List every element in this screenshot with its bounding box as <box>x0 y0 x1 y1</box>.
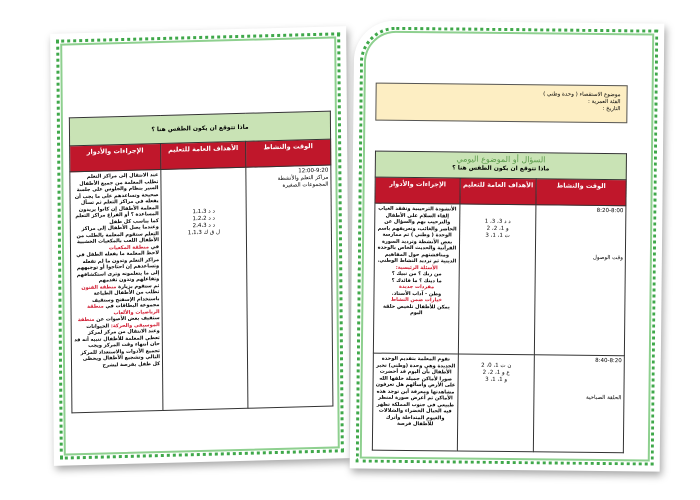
header-procedures: الإجراءات والأدوار <box>70 144 161 172</box>
time-cell <box>246 165 333 408</box>
vocab-text: وطن - آداب الأستاذ. <box>391 290 442 297</box>
procedure-text: وعندما يصل الأطفال إلى مراكز التعلم ستقوم المعلمة بالطلب من الأطفال اللعب بالمكعبات الخشبية في <box>76 224 160 250</box>
goal-code: د د 3، 3، 1 <box>484 218 511 226</box>
question-item: من ربك ؟ من نبيك ؟ <box>391 270 442 278</box>
goal-code: و 1، 1، 3 <box>485 377 508 384</box>
question-row <box>375 151 626 180</box>
time-range: 12:00-9:20 <box>298 167 329 175</box>
lesson-table <box>372 151 627 454</box>
info-box <box>375 83 627 124</box>
goals-cell <box>161 167 248 410</box>
procedure-text: عند الانتقال إلى مراكز التعلم تطلب المعلمة من جميع الأطفال السير بنظام والجلوس على جلسة صحيحة وتساعدهم على ما يجب أن يفعله في مراكز التعلم ثم تسأل المعلمة الأطفال إن كانوا يريدون المساعدة ؟ أو الفراغ مراكز التعلم كما يناسب كل طفل <box>74 172 159 225</box>
header-time: الوقت والنشاط <box>246 139 331 167</box>
procedure-text: الأنشودة الترحيبية وتفقد الغياب إلقاء السلام على الأطفال والترحيب بهم والسؤال عن الحاضر والغائب، وتعريفهم باسم الوحدة ( وطني ) ثم ممارسة بعض الأنشطة وترديد السورة القرآنية والحديث الخاص بالوحدة ومناقشتهم حول المفاهيم الدينية ثم ترديد النشاط الوطني. <box>377 205 457 265</box>
document-page-right <box>350 20 665 471</box>
goal-code: د د 2،4،3 <box>192 222 216 230</box>
date-label: التاريخ : <box>602 106 621 113</box>
header-time: الوقت والنشاط <box>536 179 626 206</box>
procedures-cell <box>70 170 163 413</box>
activity-name: الحلقة الصباحية <box>586 394 622 402</box>
goal-code: ل ق ك 1،1،3 <box>187 229 220 237</box>
age-label: الفئة العمرية : <box>587 98 621 106</box>
goal-code: ت 1، 1، 3 <box>485 233 510 240</box>
goals-cell <box>458 204 536 355</box>
procedure-text: ثم ستقوم بزيارة <box>118 282 160 290</box>
header-goals: الأهداف العامة للتعليم <box>161 141 246 169</box>
procedure-text: يمكن للأطفال تلخيص حلقة اليوم <box>382 303 450 317</box>
highlight-text: الأسئلة الرئيسية: <box>395 264 438 271</box>
procedure-text: الحيوانات وعند الانتقال من مركز لمركز تعطي المعلمة للأطفال تنبيه أنه قد حان انتهاء وقت المركز ويجب تجميع الأدوات والاستعداد للمركز التالي وتشجيع الأطفال ويحظى كل طفل بفرصة ليشرح <box>74 322 161 369</box>
procedure-text: ستقيف بعض الأصوات عن <box>96 315 160 323</box>
time-range: 8:40-8:20 <box>595 357 622 365</box>
highlight-text: مفردات جديدة <box>399 283 435 291</box>
goal-code: د د 1،1،3 <box>192 208 215 216</box>
daily-question: ماذا تتوقع ان يكون الطقس هنا ؟ <box>151 123 249 133</box>
highlight-text: خيارات ضمن النشاط <box>390 296 443 304</box>
procedure-text: لاحظ المعلمة ما يفعله الطفل في مراكز التعلم وتدون ما لم تفعله وتساعدهم إن احتاجوا أو توجيههم إلى ما يتعلمونه وترى استكشافهم وتفاعلهم وتدون تقدمهم <box>76 250 160 284</box>
header-procedures: الإجراءات والأدوار <box>375 177 460 204</box>
activity-name: وقت الوصول <box>592 255 623 262</box>
header-goals: الأهداف العامة للتعليم <box>460 178 536 205</box>
highlight-text: منطقة الرياضيات والألعاب <box>87 303 160 316</box>
goal-code: و 1، 2، 2 <box>486 225 509 233</box>
procedures-cell <box>373 203 460 354</box>
goal-code: ع و 1، 2، 2 <box>482 369 510 377</box>
daily-question: ماذا تتوقع ان يكون الطقس هنا ؟ <box>452 164 550 173</box>
topic-label: موضوع الاستقصاء ( وحدة وطني ) <box>543 91 621 99</box>
time-range: 8:20-8:00 <box>596 207 624 215</box>
time-cell <box>533 355 624 453</box>
highlight-text: منطقة المكعبات <box>108 243 149 251</box>
question-item: ما دينك ؟ ما قائدك ؟ <box>391 277 442 284</box>
activity-name: مراكز التعلم والأنشطة المجموعات الصغيرة <box>277 174 329 190</box>
table-row <box>373 203 626 356</box>
lesson-table <box>69 111 334 414</box>
procedures-cell <box>372 353 458 451</box>
goal-code: د د 1،2،2 <box>192 215 216 223</box>
goal-code: ن ت 1، 0، 2 <box>481 362 512 370</box>
goals-cell <box>457 354 534 452</box>
table-row <box>70 165 333 413</box>
procedure-text: تقوم المعلمة بتقديم الوحدة الجديدة وهي وحدة (وطني) تخبر الأطفال بأن اليوم قد أحضرت صورا لأماكن جميلة خلقها الله على الأرض وأسألهم هل تعرفون مشاهدتها ومعرفة أين توجد هذه الأماكن ثم أعرض صورة لمنظر طبيعي في جنوب المملكة تظهر فيه الجبال الخضراء والشلالات والغيوم المتداخلة وأترك للأطفال فرصة <box>375 355 456 428</box>
daily-topic-title: السؤال أو الموضوع اليومي <box>456 154 546 165</box>
highlight-text: منطقة الفنون <box>81 283 117 291</box>
time-cell <box>534 205 626 356</box>
table-row <box>372 353 624 453</box>
highlight-text: منطقة الموسيقى والحركة: <box>77 316 160 329</box>
document-page-left <box>50 26 350 466</box>
procedure-text: تطلب من الأطفال الطباعة باستخدام الإسفنج وستقيف مجموعة البطاقات في <box>92 289 160 310</box>
